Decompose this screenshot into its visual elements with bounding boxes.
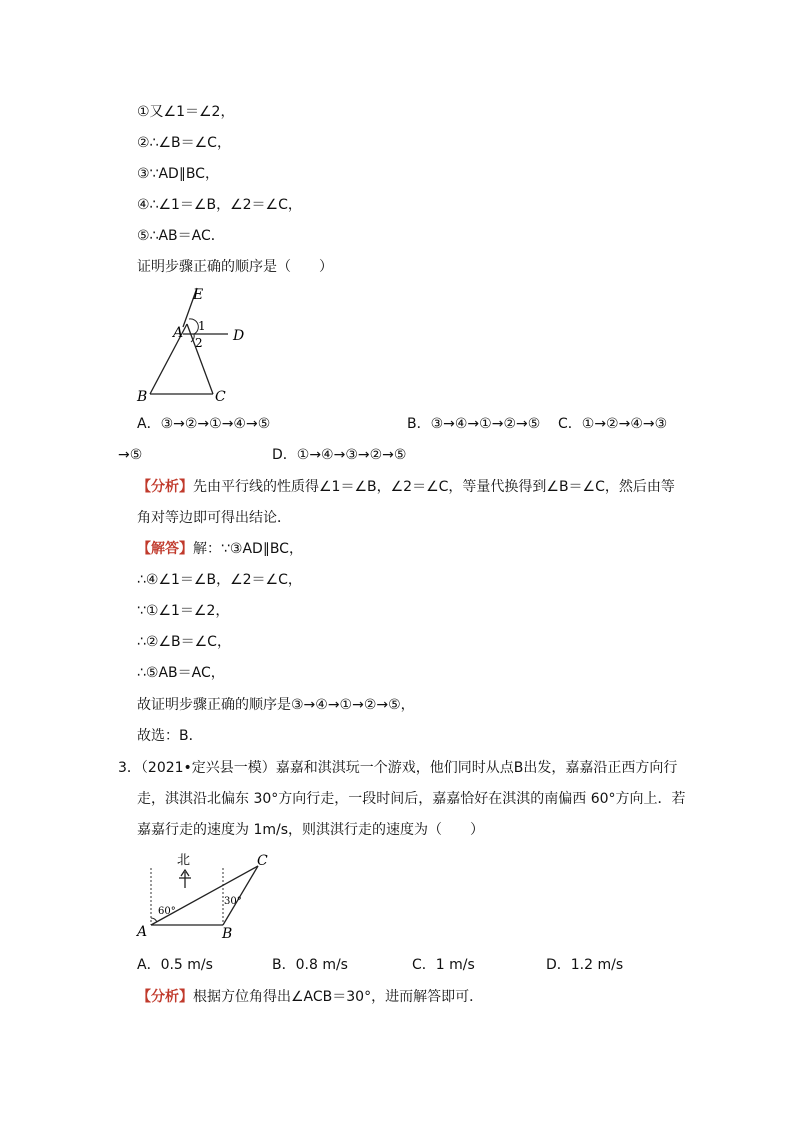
analysis-line-1 [137, 477, 675, 497]
answer-line-7: 故选：B． [137, 728, 203, 744]
answer-line-1 [137, 539, 303, 559]
label-angle-30: 30° [224, 896, 242, 907]
label-angle-1: 1 [198, 319, 206, 333]
answer-line-3: ∵①∠1＝∠2， [137, 603, 230, 619]
label-c: C [215, 389, 226, 405]
choice-c: C．①→②→④→③ [558, 416, 668, 432]
proof-step-1: ①又∠1＝∠2， [137, 104, 235, 120]
label-e: E [193, 287, 204, 303]
label-b: B [222, 926, 233, 942]
label-a: A [137, 924, 148, 940]
answer-tag: 【解答】 [137, 541, 193, 557]
q3-line-3: 嘉嘉行走的速度为 1m/s，则淇淇行走的速度为（ ） [137, 822, 485, 838]
label-angle-2: 2 [195, 336, 203, 350]
choice-d: D．①→④→③→②→⑤ [272, 447, 407, 463]
q3-analysis-text: 根据方位角得出∠ACB＝30°，进而解答即可． [193, 989, 484, 1005]
q3-line-1: 3．（2021•定兴县一模）嘉嘉和淇淇玩一个游戏，他们同时从点B出发，嘉嘉沿正西方向行 [118, 760, 678, 776]
proof-step-2: ②∴∠B＝∠C， [137, 135, 231, 151]
answer-line-5: ∴⑤AB＝AC， [137, 665, 225, 681]
question-prompt: 证明步骤正确的顺序是（ ） [137, 259, 333, 275]
answer-text-1: 解：∵③AD∥BC， [193, 541, 303, 557]
q3-analysis-tag: 【分析】 [137, 989, 193, 1005]
analysis-text: 先由平行线的性质得∠1＝∠B，∠2＝∠C，等量代换得到∠B＝∠C，然后由等 [193, 479, 675, 495]
proof-step-5: ⑤∴AB＝AC． [137, 228, 225, 244]
analysis-tag: 【分析】 [137, 479, 193, 495]
q3-choice-a: A．0.5 m/s [137, 957, 213, 973]
q3-choice-b: B．0.8 m/s [272, 957, 348, 973]
choice-b: B．③→④→①→②→⑤ [407, 416, 541, 432]
analysis-line-2: 角对等边即可得出结论． [137, 510, 291, 526]
north-label: 北 [177, 853, 191, 868]
choice-a: A．③→②→①→④→⑤ [137, 416, 271, 432]
q3-line-2: 走，淇淇沿北偏东 30°方向行走，一段时间后，嘉嘉恰好在淇淇的南偏西 60°方向上．若 [137, 791, 686, 807]
direction-figure [130, 848, 280, 943]
triangle-figure [130, 282, 260, 407]
label-d: D [233, 328, 245, 344]
proof-step-4: ④∴∠1＝∠B，∠2＝∠C， [137, 197, 302, 213]
label-c: C [257, 853, 268, 869]
label-a: A [173, 325, 184, 341]
proof-step-3: ③∵AD∥BC， [137, 166, 219, 182]
q3-analysis [137, 987, 483, 1007]
choice-c-continued: →⑤ [118, 447, 143, 463]
label-angle-60: 60° [158, 906, 176, 917]
q3-choice-d: D．1.2 m/s [546, 957, 624, 973]
answer-line-2: ∴④∠1＝∠B，∠2＝∠C， [137, 572, 302, 588]
angle-arc-60 [151, 918, 157, 922]
answer-line-4: ∴②∠B＝∠C， [137, 634, 231, 650]
answer-line-6: 故证明步骤正确的顺序是③→④→①→②→⑤， [137, 697, 415, 713]
label-b: B [137, 389, 148, 405]
q3-choice-c: C．1 m/s [412, 957, 475, 973]
